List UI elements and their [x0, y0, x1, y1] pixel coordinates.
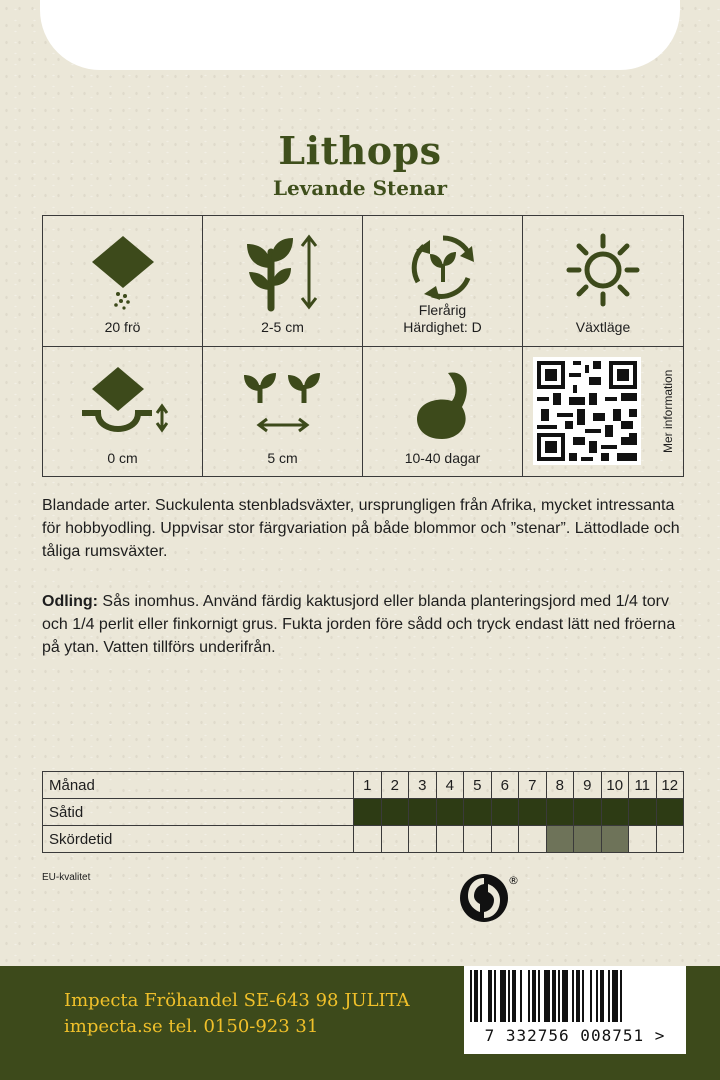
product-description: Blandade arter. Suckulenta stenbladsväxter, ursprungligen från Afrika, mycket intressanta för hobbyodling. Uppvisar stor färgvariation på både blommor och ”stenar”. Lättodlade och tåliga rumsväxter.: [42, 497, 680, 560]
barcode-bar: [600, 970, 604, 1022]
barcode-bar: [520, 970, 522, 1022]
month-cell: 1: [354, 772, 382, 799]
month-cell: 10: [601, 772, 629, 799]
seeds-label: 20 frö: [104, 319, 141, 335]
info-cell-depth: [43, 347, 203, 477]
barcode-bar: [544, 970, 550, 1022]
barcode-bar: [608, 970, 610, 1022]
calendar-cell: [629, 826, 657, 853]
info-cell-sun: [523, 216, 683, 347]
month-cell: 5: [464, 772, 492, 799]
barcode-bar: [494, 970, 496, 1022]
calendar-cell: [601, 826, 629, 853]
qr-code-icon[interactable]: [533, 357, 641, 465]
calendar-cell: [381, 799, 409, 826]
month-cell: 9: [574, 772, 602, 799]
calendar-cell: [656, 826, 684, 853]
sun-label: Växtläge: [575, 319, 631, 335]
spacing-label: 5 cm: [267, 450, 298, 466]
month-cell: 12: [656, 772, 684, 799]
barcode-bar: [480, 970, 482, 1022]
calendar-cell: [464, 799, 492, 826]
barcode-bar: [528, 970, 530, 1022]
month-cell: 8: [546, 772, 574, 799]
germination-label: 10-40 dagar: [404, 450, 481, 466]
calendar-cell: [354, 799, 382, 826]
registered-mark: ®: [508, 874, 519, 887]
barcode-bar: [572, 970, 574, 1022]
hanger-cutout: [40, 0, 680, 70]
plant-height-icon: [243, 232, 323, 312]
calendar-cell: [436, 799, 464, 826]
barcode-number: 7 332756 008751 >: [484, 1026, 666, 1045]
barcode-bar: [508, 970, 510, 1022]
calendar-cell: [409, 799, 437, 826]
sun-icon: [565, 232, 641, 308]
barcode-bar: [558, 970, 560, 1022]
qr-more-info-label: Mer information: [661, 369, 675, 453]
cultivation-heading: Odling:: [42, 593, 98, 610]
info-icon-grid: [42, 215, 684, 477]
product-subtitle: Levande Stenar: [272, 176, 448, 200]
sowing-row-label: Såtid: [43, 799, 354, 826]
barcode-bar: [562, 970, 568, 1022]
plant-spacing-icon: [238, 363, 328, 439]
barcode-bar: [612, 970, 618, 1022]
cultivation-text: Sås inomhus. Använd färdig kaktusjord eller blanda planteringsjord med 1/4 torv och 1/4 perlit eller finkornigt grus. Fukta jorden före sådd och tryck endast lätt ned fröerna på ytan. Vatten tillförs underifrån.: [42, 593, 676, 656]
calendar-cell: [656, 799, 684, 826]
green-dot-recycle-icon: [458, 870, 522, 926]
sowing-depth-icon: [78, 363, 168, 439]
calendar-cell: [381, 826, 409, 853]
calendar-month-header: Månad: [43, 772, 354, 799]
info-cell-seeds: [43, 216, 203, 347]
calendar-row-harvest: [43, 826, 684, 853]
calendar-cell: [409, 826, 437, 853]
calendar-cell: [491, 826, 519, 853]
footer-bar: [0, 966, 720, 1080]
sowing-calendar: [42, 771, 684, 853]
calendar-cell: [574, 799, 602, 826]
calendar-cell: [354, 826, 382, 853]
barcode-bar: [596, 970, 598, 1022]
calendar-row-sowing: [43, 799, 684, 826]
barcode-bar: [538, 970, 540, 1022]
barcode-bar: [500, 970, 506, 1022]
calendar-cell: [491, 799, 519, 826]
perennial-label: [363, 302, 522, 336]
harvest-row-label: Skördetid: [43, 826, 354, 853]
perennial-cycle-icon: [408, 232, 478, 302]
height-label: 2-5 cm: [261, 319, 304, 335]
month-cell: 2: [381, 772, 409, 799]
calendar-cell: [546, 826, 574, 853]
barcode-bar: [474, 970, 478, 1022]
barcode-bar: [582, 970, 584, 1022]
barcode-bars: [464, 966, 686, 1024]
calendar-cell: [574, 826, 602, 853]
month-cell: 3: [409, 772, 437, 799]
hardiness-line: Härdighet: D: [403, 319, 482, 335]
barcode-bar: [620, 970, 622, 1022]
cultivation-instructions: [42, 590, 682, 659]
calendar-cell: [601, 799, 629, 826]
company-address-line: Impecta Fröhandel SE-643 98 JULITA: [64, 990, 410, 1011]
info-cell-germination: [363, 347, 523, 477]
month-cell: 11: [629, 772, 657, 799]
calendar-cell: [519, 826, 547, 853]
barcode-bar: [470, 970, 472, 1022]
calendar-cell: [546, 799, 574, 826]
info-cell-spacing: [203, 347, 363, 477]
product-title: Lithops: [278, 128, 442, 173]
info-cell-qr[interactable]: [523, 347, 683, 477]
calendar-cell: [519, 799, 547, 826]
month-cell: 4: [436, 772, 464, 799]
calendar-cell: [629, 799, 657, 826]
germination-seed-icon: [408, 363, 478, 443]
perennial-line: Flerårig: [418, 302, 467, 318]
info-cell-perennial: [363, 216, 523, 347]
calendar-cell: [436, 826, 464, 853]
barcode-bar: [576, 970, 580, 1022]
barcode-bar: [590, 970, 592, 1022]
barcode-bar: [488, 970, 492, 1022]
barcode: [464, 966, 686, 1054]
calendar-header-row: [43, 772, 684, 799]
company-address: [64, 988, 410, 1040]
company-contact-line: impecta.se tel. 0150-923 31: [64, 1016, 319, 1037]
seed-packet-icon: [88, 232, 158, 312]
barcode-bar: [512, 970, 516, 1022]
calendar-cell: [464, 826, 492, 853]
depth-label: 0 cm: [107, 450, 138, 466]
info-cell-height: [203, 216, 363, 347]
barcode-bar: [552, 970, 556, 1022]
month-cell: 6: [491, 772, 519, 799]
quality-label: EU-kvalitet: [42, 872, 91, 883]
barcode-bar: [532, 970, 536, 1022]
month-cell: 7: [519, 772, 547, 799]
